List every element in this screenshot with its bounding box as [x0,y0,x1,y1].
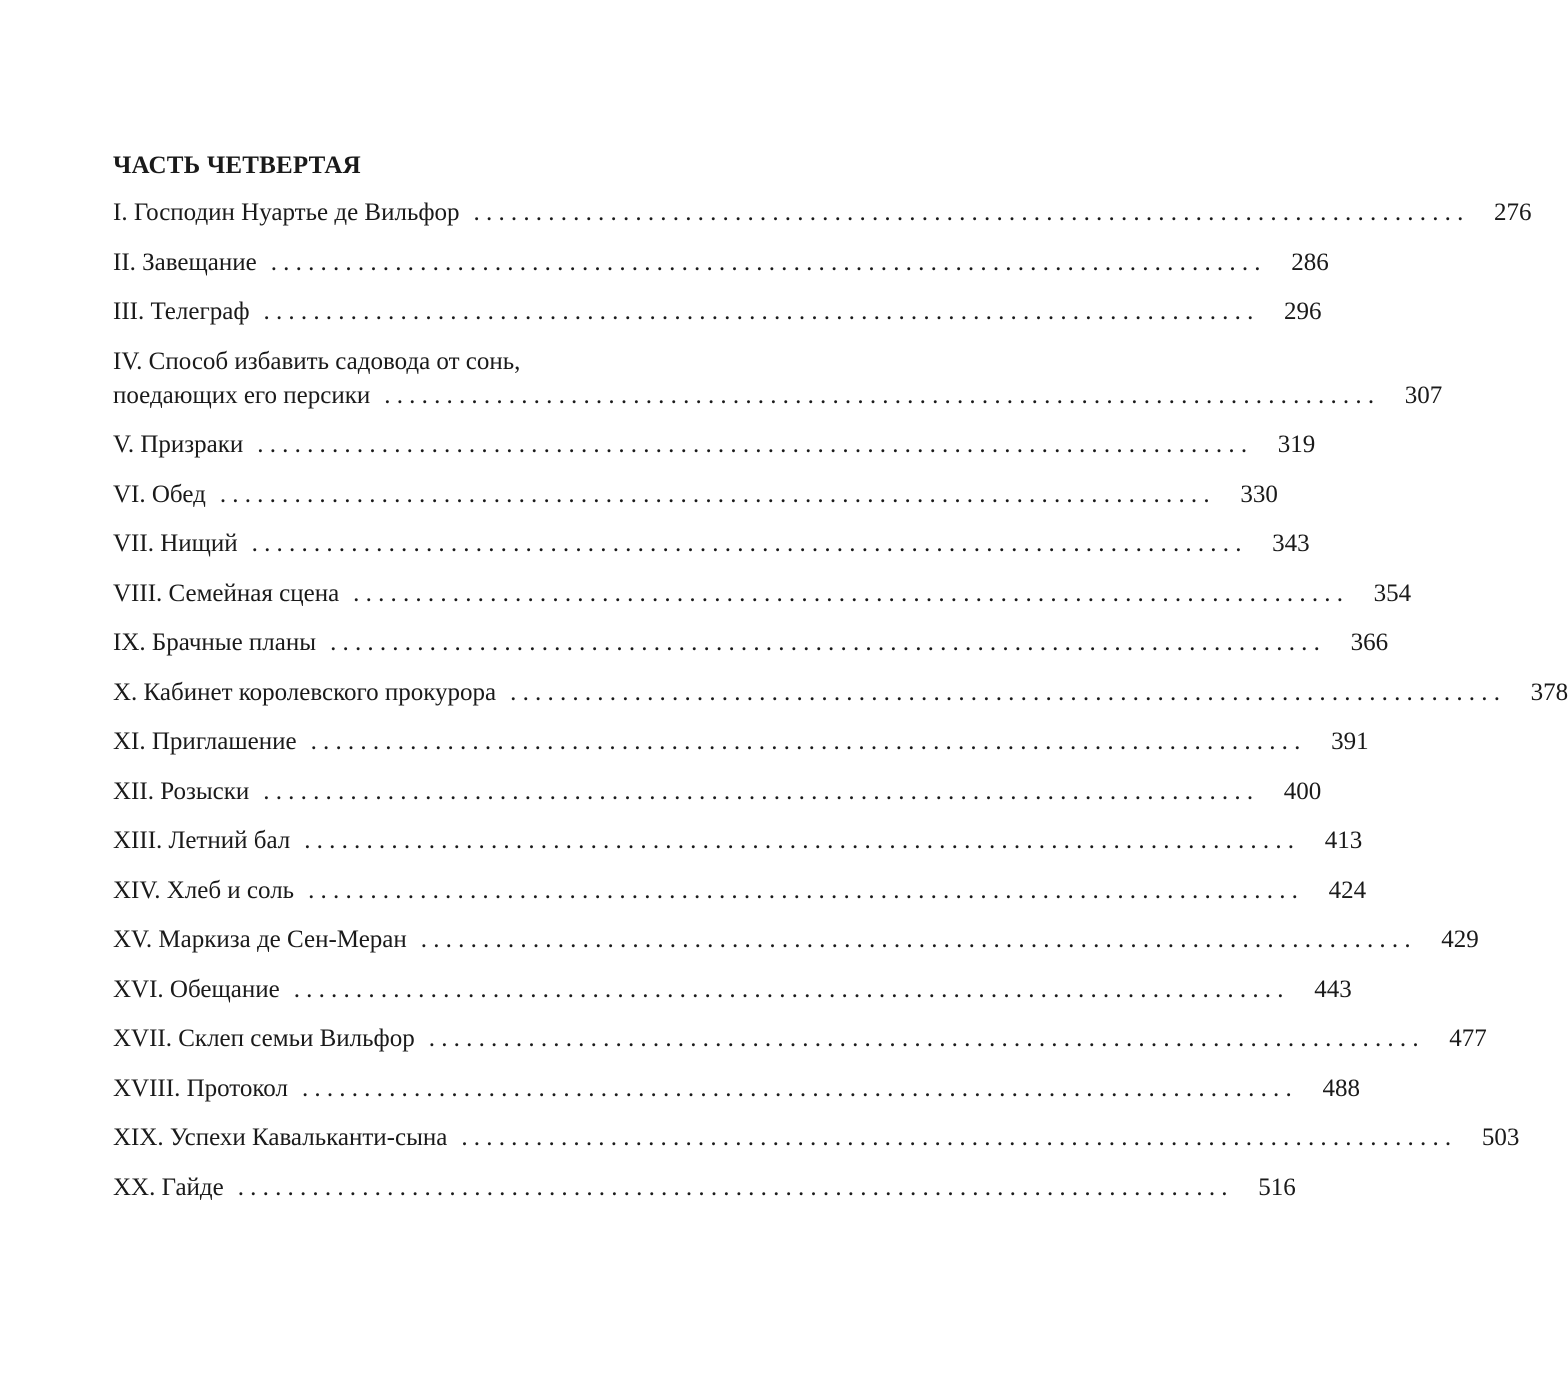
dot-leader: ................................................................................ [461,1124,1458,1151]
toc-entry-page-number: 366 [1350,629,1389,656]
toc-entry[interactable] [113,527,1310,561]
toc-entry-title: VIII. Семейная сцена [113,579,340,607]
toc-entry-page-number: 488 [1322,1074,1360,1102]
toc-entry[interactable] [113,775,1322,809]
toc-entry[interactable] [113,923,1479,957]
dot-leader: ................................................................................ [420,926,1417,953]
toc-entry-title: XIX. Успехи Кавальканти-сына [113,1124,448,1151]
toc-entry-page-number: 343 [1272,530,1310,557]
toc-entry-title: XII. Розыски [113,777,250,805]
toc-entry-page-number: 516 [1258,1173,1296,1201]
dot-leader: ................................................................................ [263,298,1260,325]
dot-leader: ................................................................................ [308,876,1305,904]
toc-entry-title: XVI. Обещание [113,975,280,1003]
toc-entry[interactable] [113,295,1322,329]
toc-entry[interactable] [113,626,1389,660]
toc-entry-title: I. Господин Нуартье де Вильфор [113,199,460,226]
dot-leader: ................................................................................ [293,975,1290,1003]
dot-leader: ................................................................................ [304,827,1301,854]
toc-entry-page-number: 286 [1291,248,1329,276]
part-title: ЧАСТЬ ЧЕТВЕРТАЯ [113,152,361,179]
toc-entry-title: XIV. Хлеб и соль [113,876,295,904]
dot-leader: ................................................................................ [310,728,1307,755]
toc-entry[interactable] [113,196,1532,230]
toc-entry-page-number: 424 [1328,876,1367,904]
toc-entry-page-number: 319 [1277,431,1316,458]
dot-leader: ................................................................................ [237,1173,1234,1201]
toc-entry[interactable] [113,428,1316,462]
dot-leader: ................................................................................ [428,1025,1425,1052]
dot-leader: ................................................................................ [301,1074,1298,1102]
dot-leader: ................................................................................ [270,248,1267,276]
toc-entry-page-number: 391 [1331,728,1369,755]
dot-leader: ................................................................................ [263,777,1260,805]
toc-entry-title: VI. Обед [113,480,206,508]
toc-entry-title: II. Завещание [113,248,257,276]
toc-entry[interactable] [113,874,1367,908]
dot-leader: ................................................................................ [384,381,1381,409]
toc-entry-title: поедающих его персики [113,381,371,409]
dot-leader: ................................................................................ [219,480,1216,508]
toc-entry-page-number: 477 [1449,1025,1487,1052]
toc-entry-title-line1: IV. Способ избавить садовода от сонь, [113,347,521,375]
toc-entry[interactable] [113,676,1568,710]
toc-entry[interactable] [113,1121,1520,1155]
toc-entry[interactable] [113,577,1412,611]
toc-entry-page-number: 307 [1404,381,1443,409]
toc-entry-title: VII. Нищий [113,530,238,557]
dot-leader: ................................................................................ [353,579,1350,607]
toc-entry-title: XI. Приглашение [113,728,297,755]
toc-entry[interactable] [113,824,1363,858]
toc-entry[interactable] [113,973,1352,1007]
toc-entry-page-number: 276 [1494,199,1532,226]
dot-leader: ................................................................................ [510,678,1507,706]
toc-page [113,148,1568,1220]
toc-entry-title: XVII. Склеп семьи Вильфор [113,1025,415,1052]
toc-entry-page-number: 354 [1373,579,1412,607]
toc-entry-page-number: 413 [1324,827,1363,854]
dot-leader: ................................................................................ [251,530,1248,557]
toc-entry[interactable] [113,246,1329,280]
toc-entry-title: XVIII. Протокол [113,1074,288,1102]
toc-entry-page-number: 503 [1481,1124,1520,1151]
toc-entry-page-number: 429 [1441,926,1479,953]
toc-entry[interactable] [113,478,1278,512]
toc-entry[interactable] [113,345,1443,413]
toc-list [113,196,1568,1205]
toc-entry-page-number: 443 [1314,975,1352,1003]
toc-entry-title: XIII. Летний бал [113,827,291,854]
toc-entry[interactable] [113,1022,1487,1056]
toc-entry-page-number: 378 [1530,678,1568,706]
toc-entry-page-number: 330 [1240,480,1278,508]
toc-entry-title: X. Кабинет королевского прокурора [113,678,497,706]
toc-entry-title: XV. Маркиза де Сен-Меран [113,926,407,953]
toc-entry-title: IX. Брачные планы [113,629,317,656]
toc-entry[interactable] [113,1171,1296,1205]
toc-entry-page-number: 296 [1284,298,1322,325]
toc-entry-title: V. Призраки [113,431,244,458]
toc-entry[interactable] [113,725,1369,759]
toc-entry-title: III. Телеграф [113,298,250,325]
toc-entry-title: XX. Гайде [113,1173,224,1201]
dot-leader: ................................................................................ [473,199,1470,226]
dot-leader: ................................................................................ [257,431,1254,458]
toc-entry-page-number: 400 [1283,777,1322,805]
toc-entry[interactable] [113,1072,1360,1106]
dot-leader: ................................................................................ [330,629,1327,656]
